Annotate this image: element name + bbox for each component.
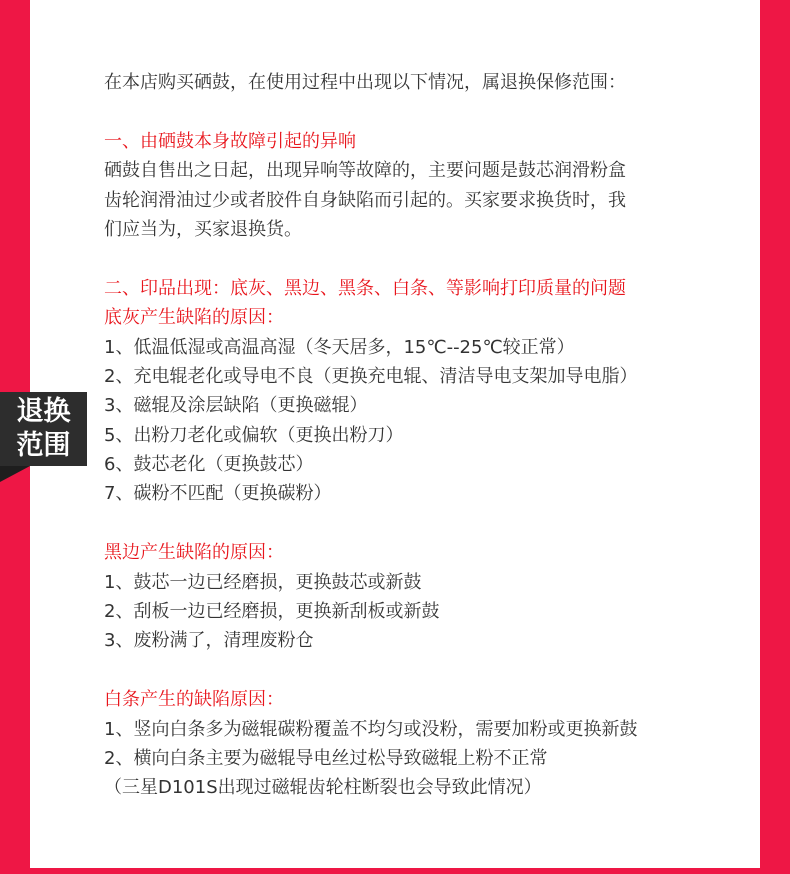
list-item: 5、出粉刀老化或偏软（更换出粉刀） — [104, 424, 404, 446]
list-item: 7、碳粉不匹配（更换碳粉） — [104, 483, 332, 505]
side-tag-line: 退换 — [16, 396, 71, 427]
section1-body-line: 硒鼓自售出之日起，出现异响等故障的，主要问题是鼓芯润滑粉盒 — [104, 160, 626, 182]
list-item: 3、废粉满了，清理废粉仓 — [104, 630, 314, 652]
list-item: （三星D101S出现过磁辊齿轮柱断裂也会导致此情况） — [104, 777, 542, 799]
list-item: 1、竖向白条多为磁辊碳粉覆盖不均匀或没粉，需要加粉或更换新鼓 — [104, 718, 638, 740]
content-card — [30, 0, 760, 868]
warranty-text — [104, 68, 744, 803]
section1-heading: 一、由硒鼓本身故障引起的异响 — [104, 130, 356, 152]
list-item: 1、鼓芯一边已经磨损，更换鼓芯或新鼓 — [104, 571, 422, 593]
list-item: 3、磁辊及涂层缺陷（更换磁辊） — [104, 395, 368, 417]
side-tag-fold — [0, 466, 30, 482]
list-item: 2、充电辊老化或导电不良（更换充电辊、清洁导电支架加导电脂） — [104, 365, 638, 387]
section1-body-line: 齿轮润滑油过少或者胶件自身缺陷而引起的。买家要求换货时，我 — [104, 189, 626, 211]
list-item: 2、刮板一边已经磨损，更换新刮板或新鼓 — [104, 601, 440, 623]
list-item: 6、鼓芯老化（更换鼓芯） — [104, 454, 314, 476]
side-tag — [0, 392, 87, 466]
section1-body-line: 们应当为，买家退换货。 — [104, 218, 302, 240]
section2-heading: 二、印品出现：底灰、黑边、黑条、白条、等影响打印质量的问题 — [104, 277, 626, 299]
intro-text: 在本店购买硒鼓，在使用过程中出现以下情况，属退换保修范围： — [104, 72, 626, 93]
section2-subheading: 底灰产生缺陷的原因： — [104, 307, 284, 329]
list-item: 1、低温低湿或高温高湿（冬天居多，15℃--25℃较正常） — [104, 336, 575, 358]
section4-heading: 白条产生的缺陷原因： — [104, 689, 284, 711]
section3-heading: 黑边产生缺陷的原因： — [104, 542, 284, 564]
side-tag-line: 范围 — [16, 430, 71, 461]
list-item: 2、横向白条主要为磁辊导电丝过松导致磁辊上粉不正常 — [104, 747, 548, 769]
